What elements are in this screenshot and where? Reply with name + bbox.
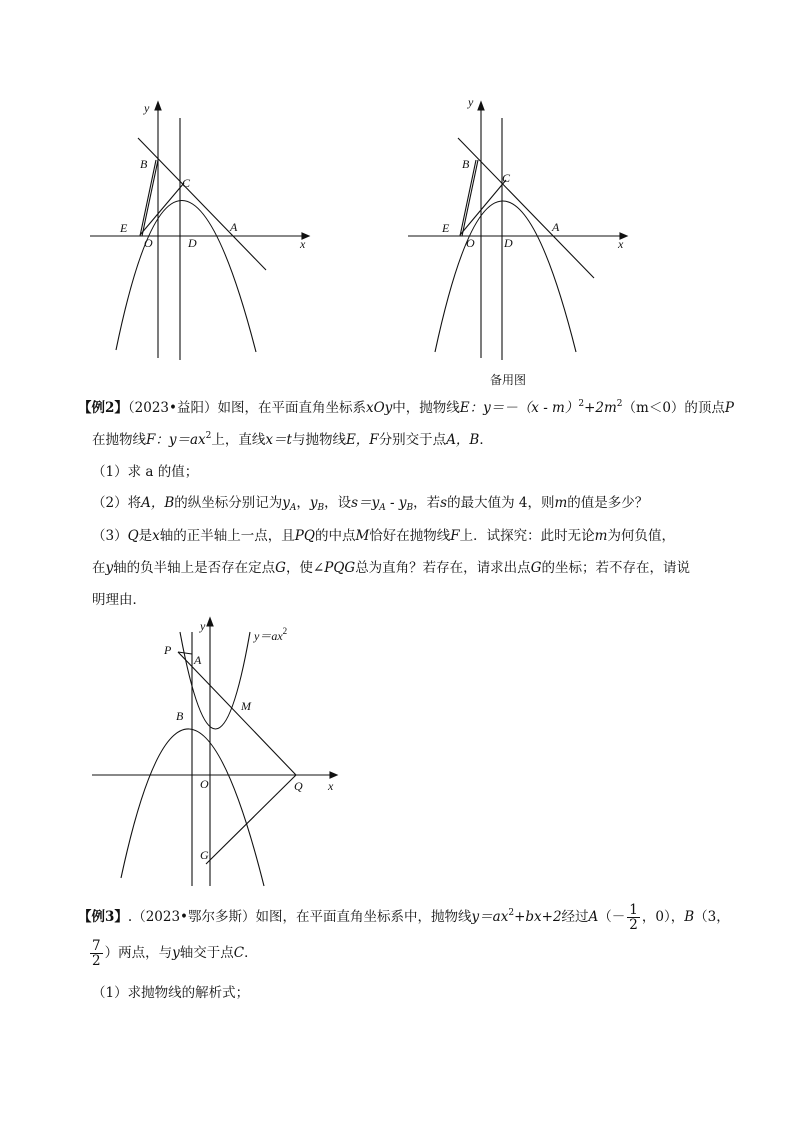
label-b: B xyxy=(176,709,184,723)
segment-pq xyxy=(178,652,296,775)
label-d: D xyxy=(188,236,197,250)
example-3-question-1: （1）求抛物线的解析式； xyxy=(92,985,250,1001)
figure-1-graph xyxy=(80,90,320,370)
figure-3-graph xyxy=(88,616,348,888)
y-axis-arrow xyxy=(155,102,161,110)
line-ba xyxy=(458,138,594,278)
example-2-question-3-line-1: （3）Q是x轴的正半轴上一点，且PQ的中点M恰好在抛物线F上．试探究：此时无论m为何负值， xyxy=(92,528,675,544)
label-e: E xyxy=(442,221,450,235)
fraction-one-half: $\frac{1}{2}$ xyxy=(629,902,638,933)
figure-2-caption: 备用图 xyxy=(490,373,527,387)
label-c: C xyxy=(182,176,191,190)
label-g: G xyxy=(200,848,209,862)
label-y: y xyxy=(468,95,474,109)
example-3-line-2: $\frac{7}{2}$ ）两点，与y轴交于点C． xyxy=(92,938,258,969)
label-m: M xyxy=(241,699,251,713)
label-c: C xyxy=(502,171,511,185)
label-y: y xyxy=(144,101,150,115)
label-p: P xyxy=(164,643,172,657)
label-x: x xyxy=(328,779,334,793)
segment-eb-1 xyxy=(140,160,156,236)
label-y: y xyxy=(200,619,206,633)
label-b: B xyxy=(462,157,470,171)
label-o: O xyxy=(466,236,475,250)
parabola-f xyxy=(180,632,250,729)
label-x: x xyxy=(618,237,624,251)
label-d: D xyxy=(504,236,513,250)
line-oc xyxy=(460,180,506,235)
label-x: x xyxy=(300,237,306,251)
label-o: O xyxy=(144,236,153,250)
example-2-question-1: （1）求 a 的值； xyxy=(92,464,199,480)
segment-eb-2 xyxy=(142,160,158,236)
label-a: A xyxy=(194,653,202,667)
label-b: B xyxy=(140,157,148,171)
label-q: Q xyxy=(294,779,303,793)
example-2-tag: 【例2】 xyxy=(78,400,128,416)
example-2-line-1: 【例2】（2023•益阳）如图，在平面直角坐标系xOy中，抛物线E：$y=-(x - m)^2+2m^2(m<0)$的顶点P xyxy=(78,399,734,416)
label-a: A xyxy=(230,220,238,234)
figure-2-graph xyxy=(398,90,638,370)
line-ba xyxy=(138,138,266,270)
label-o: O xyxy=(200,777,209,791)
segment-qg xyxy=(206,775,296,864)
fraction-seven-halves: $\frac{7}{2}$ xyxy=(92,938,101,969)
label-e: E xyxy=(120,221,128,235)
y-axis-arrow xyxy=(478,102,484,110)
example-2-question-2: （2）将A，B的纵坐标分别记为$y_A$，$y_B$，设$s=y_A - y_B$，若s的最大值为 4，则m的值是多少？ xyxy=(92,495,649,513)
line-oc xyxy=(140,183,184,235)
example-2-question-3-line-2: 在y轴的负半轴上是否存在定点G，使∠PQG总为直角？若存在，请求出点G的坐标；若不存在，请说 xyxy=(92,560,690,576)
example-2-question-3-line-3: 明理由． xyxy=(92,592,146,608)
example-3-line-1: 【例3】.（2023•鄂尔多斯）如图，在平面直角坐标系中，抛物线$y=ax^2+bx+2$经过A（－ $\frac{1}{2}$ ，0），B（3， xyxy=(78,902,730,933)
y-axis-arrow xyxy=(207,618,213,626)
label-a: A xyxy=(552,220,560,234)
x-axis-arrow xyxy=(330,772,337,778)
label-curve-f: $y=ax^2$ xyxy=(254,626,288,643)
example-2-line-2: 在抛物线F：$y=ax^2$上，直线x＝t与抛物线E，F分别交于点A，B． xyxy=(92,431,493,448)
example-3-tag: 【例3】 xyxy=(78,909,128,925)
